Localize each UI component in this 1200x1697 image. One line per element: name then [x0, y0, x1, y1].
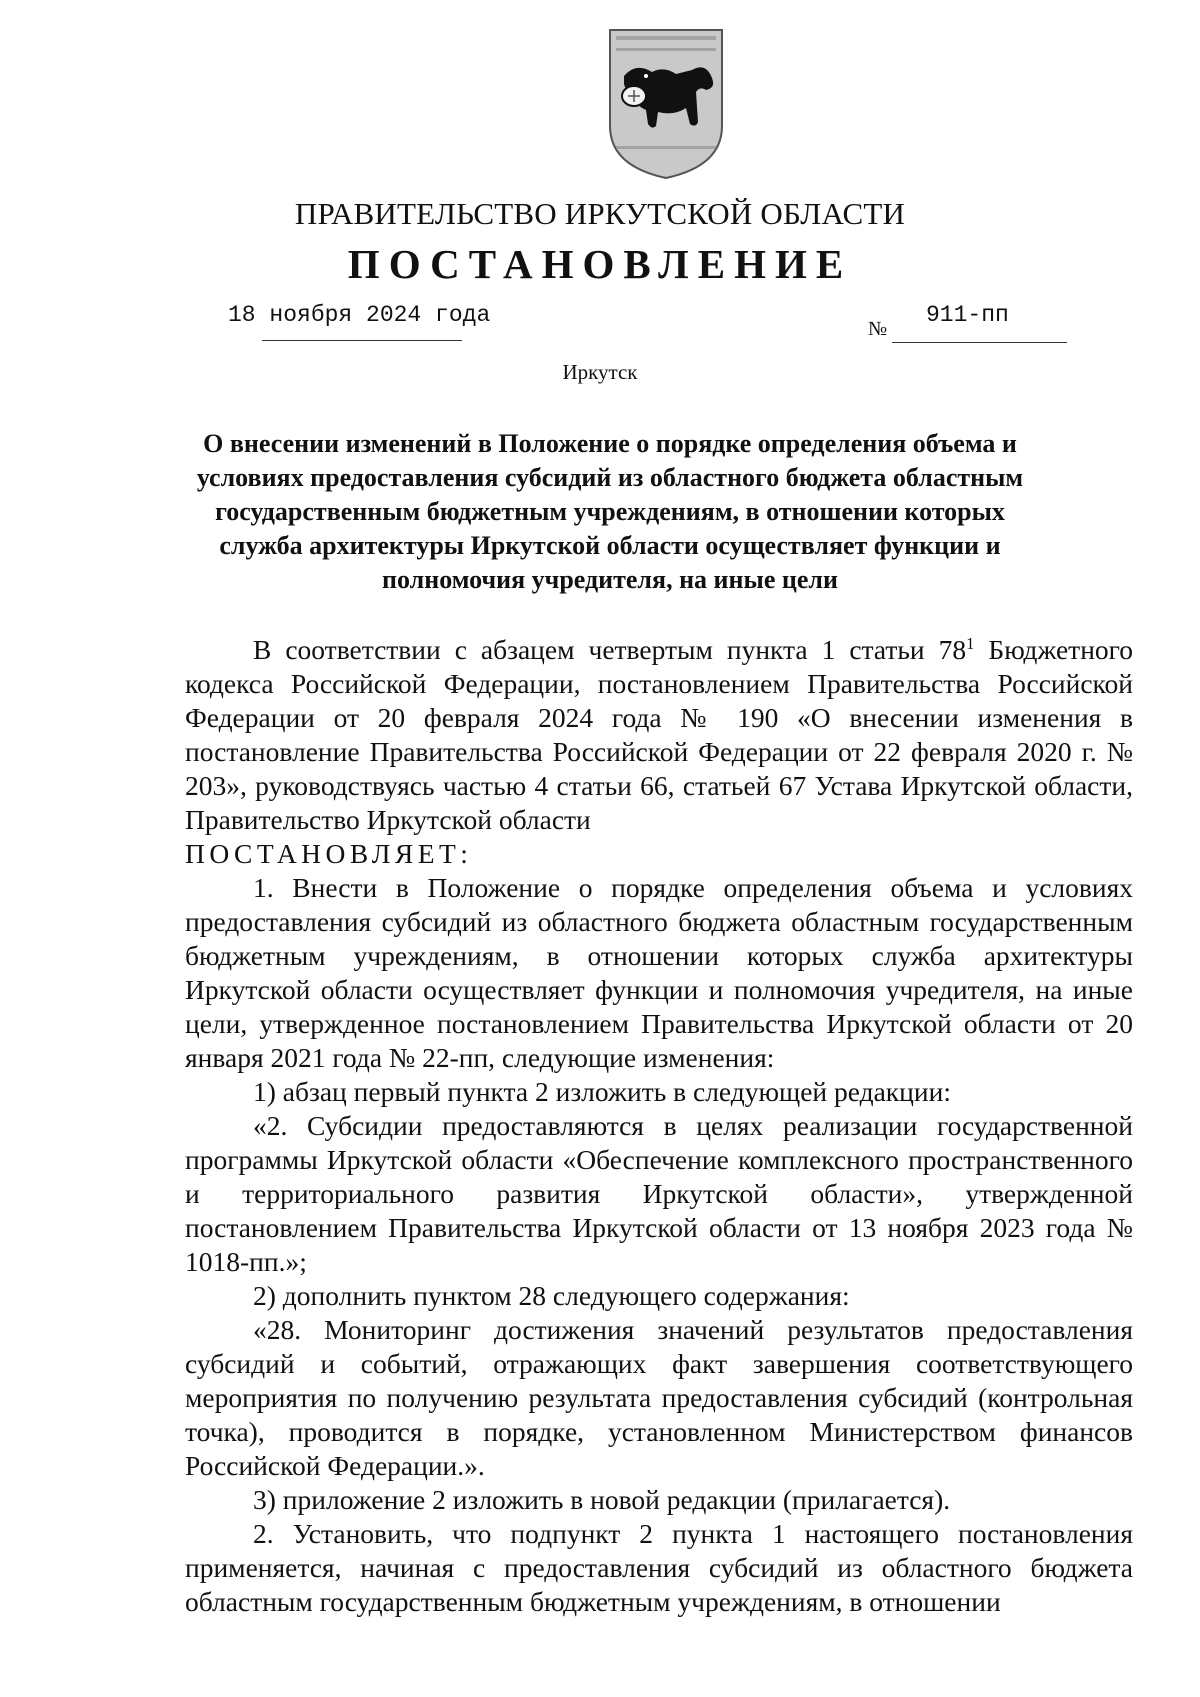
- article-superscript: 1: [966, 633, 975, 653]
- heading-line: О внесении изменений в Положение о порядке определения объема и: [203, 429, 1017, 458]
- coat-of-arms-emblem: [606, 26, 726, 182]
- heading-line: условиях предоставления субсидий из областного бюджета областным: [196, 463, 1024, 492]
- heading-line: государственным бюджетным учреждениям, в отношении которых: [215, 497, 1005, 526]
- body-paragraph: «28. Мониторинг достижения значений результатов предоставления субсидий и событий, отражающих факт завершения соответствующего мероприятия по получению результата предоставления субсидий (контрольная точка), проводится в порядке, установленном Министерством финансов Российской Федерации.».: [185, 1314, 1133, 1481]
- preamble-text-end: Бюджетного кодекса Российской Федерации, постановлением Правительства Российской Федерации от 20 февраля 2024 года № 190 «О внесении изменения в постановление Правительства Российской Федерации от 22 февраля 2020 г. № 203», руководствуясь частью 4 статьи 66, статьей 67 Устава Иркутской области, Правительство Иркутской области: [185, 634, 1134, 835]
- heading-line: полномочия учредителя, на иные цели: [382, 565, 838, 594]
- document-date: 18 ноября 2024 года: [228, 302, 491, 328]
- decree-word: ПОСТАНОВЛЯЕТ:: [185, 838, 473, 869]
- body-paragraph: 1) абзац первый пункта 2 изложить в следующей редакции:: [253, 1076, 951, 1107]
- document-body: [185, 633, 1133, 1619]
- preamble-text-start: В соответствии с абзацем четвертым пункта 1 статьи 78: [253, 634, 967, 665]
- body-paragraph: 3) приложение 2 изложить в новой редакции (прилагается).: [253, 1484, 951, 1515]
- body-paragraph: «2. Субсидии предоставляются в целях реализации государственной программы Иркутской области «Обеспечение комплексного пространственного и территориального развития Иркутской области», утвержденной постановлением Правительства Иркутской области от 13 ноября 2023 года № 1018-пп.»;: [185, 1110, 1133, 1277]
- document-number: 911-пп: [926, 302, 1009, 328]
- body-paragraph: 1. Внести в Положение о порядке определения объема и условиях предоставления субсидий из областного бюджета областным государственным бюджетным учреждениям, в отношении которых служба архитектуры Иркутской области осуществляет функции и полномочия учредителя, на иные цели, утвержденное постановлением Правительства Иркутской области от 20 января 2021 года № 22-пп, следующие изменения:: [185, 872, 1133, 1073]
- document-heading: [190, 427, 1030, 597]
- heading-line: служба архитектуры Иркутской области осуществляет функции и: [219, 531, 1001, 560]
- city-name: Иркутск: [562, 360, 638, 384]
- date-underline: [262, 340, 462, 341]
- number-underline: [892, 342, 1067, 343]
- government-title: ПРАВИТЕЛЬСТВО ИРКУТСКОЙ ОБЛАСТИ: [294, 196, 906, 231]
- body-paragraph: 2) дополнить пунктом 28 следующего содержания:: [253, 1280, 850, 1311]
- document-type: ПОСТАНОВЛЕНИЕ: [347, 241, 853, 287]
- body-paragraph: 2. Установить, что подпункт 2 пункта 1 настоящего постановления применяется, начиная с предоставления субсидий из областного бюджета областным государственным бюджетным учреждениям, в отношении: [185, 1518, 1133, 1617]
- preamble-paragraph: [185, 633, 1133, 837]
- number-sign: №: [868, 318, 888, 340]
